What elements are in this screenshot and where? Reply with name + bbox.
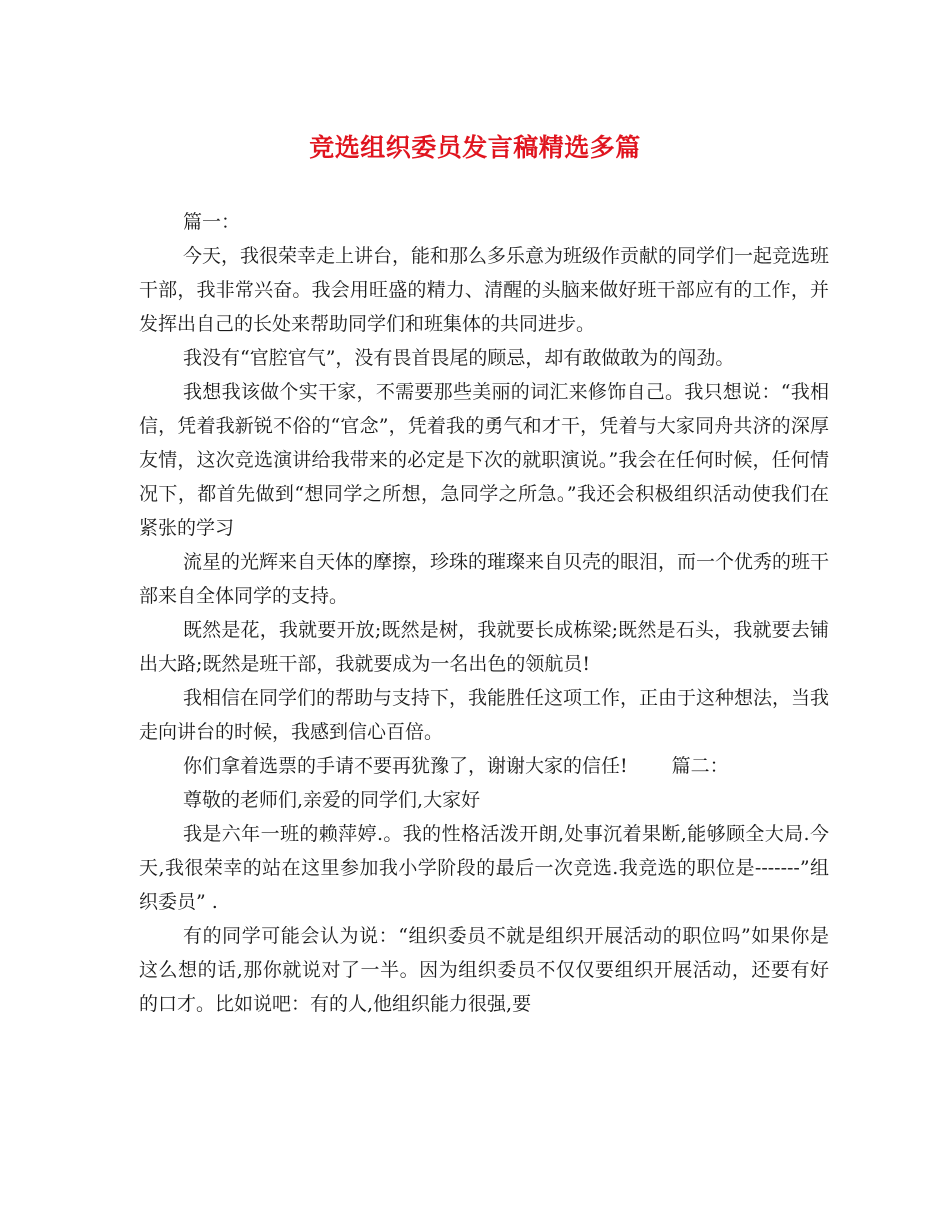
- paragraph: 流星的光辉来自天体的摩擦，珍珠的璀璨来自贝壳的眼泪，而一个优秀的班干部来自全体同学的支持。: [139, 551, 830, 607]
- section-two-heading: 篇二：: [671, 755, 729, 777]
- paragraph: 有的同学可能会认为说：“组织委员不就是组织开展活动的职位吗”如果你是这么想的话,那你就说对了一半。因为组织委员不仅仅要组织开展活动，还要有好的口才。比如说吧：有的人,他组织能力很强,要: [139, 925, 829, 1015]
- greeting: 尊敬的老师们,亲爱的同学们,大家好: [183, 789, 481, 811]
- closing-line-row: [139, 749, 829, 783]
- document-title: 竞选组织委员发言稿精选多篇: [309, 133, 641, 162]
- paragraph: 我是六年一班的赖萍婷.。我的性格活泼开朗,处事沉着果断,能够顾全大局.今天,我很荣幸的站在这里参加我小学阶段的最后一次竞选.我竞选的职位是-------”组织委员” .: [139, 823, 829, 913]
- paragraph: 既然是花，我就要开放;既然是树，我就要长成栋梁;既然是石头，我就要去铺出大路;既然是班干部，我就要成为一名出色的领航员!: [139, 619, 829, 675]
- paragraph: 我没有“官腔官气”，没有畏首畏尾的顾忌，却有敢做敢为的闯劲。: [183, 347, 735, 369]
- paragraph: 我想我该做个实干家，不需要那些美丽的词汇来修饰自己。我只想说：“我相信，凭着我新锐不俗的“官念”，凭着我的勇气和才干，凭着与大家同舟共济的深厚友情，这次竞选演讲给我带来的必定是下次的就职演说。”我会在任何时候，任何情况下，都首先做到“想同学之所想，急同学之所急。”我还会积极组织活动使我们在紧张的学习: [139, 381, 829, 539]
- document-body: [139, 205, 829, 1021]
- closing-line: 你们拿着选票的手请不要再犹豫了，谢谢大家的信任!: [183, 755, 628, 777]
- section-one-heading: 篇一：: [183, 211, 241, 233]
- paragraph: 我相信在同学们的帮助与支持下，我能胜任这项工作，正由于这种想法，当我走向讲台的时候，我感到信心百倍。: [139, 687, 830, 743]
- paragraph: 今天，我很荣幸走上讲台，能和那么多乐意为班级作贡献的同学们一起竞选班干部，我非常兴奋。我会用旺盛的精力、清醒的头脑来做好班干部应有的工作，并发挥出自己的长处来帮助同学们和班集体的共同进步。: [139, 245, 830, 335]
